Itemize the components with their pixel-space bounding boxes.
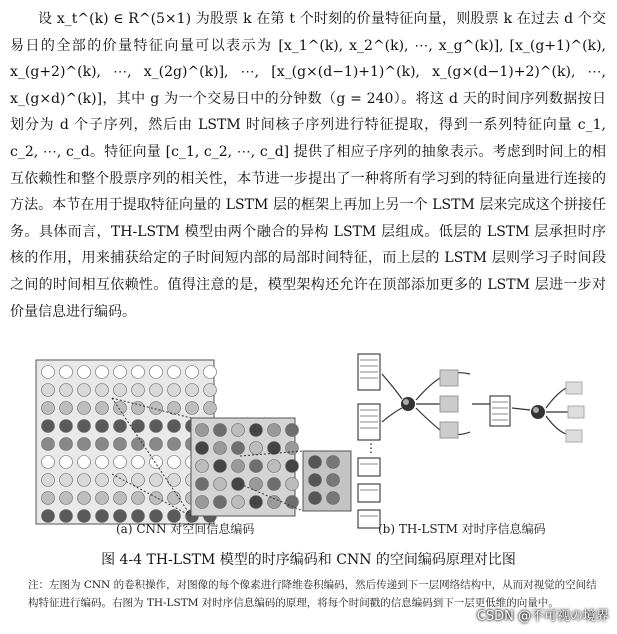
grid-cell [132, 366, 145, 379]
grid-cell [132, 492, 145, 505]
grid-cell [60, 366, 73, 379]
grid-cell [286, 478, 299, 491]
lstm-output-states [566, 382, 584, 442]
grid-cell [268, 478, 281, 491]
grid-cell [132, 474, 145, 487]
grid-cell [286, 442, 299, 455]
lstm-ellipsis: ⋮ [365, 441, 377, 455]
grid-cell [60, 510, 73, 523]
grid-cell [150, 438, 163, 451]
grid-cell [78, 456, 91, 469]
grid-cell [150, 474, 163, 487]
grid-cell [78, 366, 91, 379]
grid-cell [60, 438, 73, 451]
grid-cell [286, 424, 299, 437]
body-paragraph: 设 x_t^(k) ∈ R^(5×1) 为股票 k 在第 t 个时刻的价量特征向量，则股票 k 在过去 d 个交易日的全部的价量特征向量可以表示为 [x_1^(k), x_2^(k), ⋯, x_g^(k)], [x_(g+1)^(k), x_(g+2)^(k), ⋯, x_(2g)^(k)], ⋯, [x_(g×(d−1)+1)^(k), x_(g×(d−1)+2)^(k), ⋯, x_(g×d)^(k)]，其中 g 为一个交易日中的分钟数（g = 240）。将这 d 天的时间序列数据按日划分为 d 个子序列，然后由 LSTM 时间核子序列进行特征提取，得到一系列特征向量 c_1, c_2, ⋯, c_d。特征向量 [c_1, c_2, ⋯, c_d] 提供了相应子序列的抽象表示。考虑到时间上的相互依赖性和整个股票序列的相关性，本节进一步提出了一种将所有学习到的特征向量进行连接的方法。本节在用于提取特征向量的 LSTM 层的框架上再加上另一个 LSTM 层来完成这个拼接任务。具体而言，TH-LSTM 模型由两个融合的异构 LSTM 层组成。低层的 LSTM 层承担时序核的作用，用来捕获给定的子时间短内部的局部时间特征，而上层的 LSTM 层则学习子时间段之间的时间相互依赖性。值得注意的是，模型架构还允许在顶部添加更多的 LSTM 层进一步对价量信息进行编码。 [10, 11, 606, 320]
grid-cell [132, 420, 145, 433]
grid-cell [268, 496, 281, 509]
grid-cell [42, 420, 55, 433]
grid-cell [327, 456, 340, 469]
grid-cell [196, 460, 209, 473]
subfig-a-label: (a) CNN 对空间信息编码 [116, 522, 255, 536]
grid-cell [268, 424, 281, 437]
grid-cell [168, 366, 181, 379]
grid-cell [168, 402, 181, 415]
grid-cell [132, 402, 145, 415]
grid-cell [114, 438, 127, 451]
grid-cell [150, 366, 163, 379]
grid-cell [78, 402, 91, 415]
grid-cell [60, 474, 73, 487]
lstm-hidden-states [440, 370, 458, 438]
grid-cell [96, 492, 109, 505]
grid-cell [150, 456, 163, 469]
grid-cell [96, 366, 109, 379]
grid-cell [214, 424, 227, 437]
grid-cell [204, 402, 217, 415]
grid-cell [42, 438, 55, 451]
grid-cell [250, 442, 263, 455]
subfig-b-label: (b) TH-LSTM 对时序信息编码 [378, 522, 546, 536]
grid-cell [309, 456, 322, 469]
grid-cell [96, 384, 109, 397]
grid-cell [214, 460, 227, 473]
grid-cell [204, 384, 217, 397]
grid-cell [168, 456, 181, 469]
grid-cell [168, 474, 181, 487]
grid-cell [96, 402, 109, 415]
grid-cell [132, 438, 145, 451]
grid-cell [150, 384, 163, 397]
grid-cell [250, 460, 263, 473]
grid-cell [42, 384, 55, 397]
lstm-node-1 [401, 397, 415, 411]
grid-cell [214, 478, 227, 491]
grid-cell [60, 402, 73, 415]
grid-cell [214, 442, 227, 455]
grid-cell [42, 492, 55, 505]
grid-cell [250, 424, 263, 437]
grid-cell [78, 384, 91, 397]
grid-cell [42, 402, 55, 415]
figure-caption: 图 4-4 TH-LSTM 模型的时序编码和 CNN 的空间编码原理对比图 [101, 552, 516, 568]
grid-cell [78, 438, 91, 451]
grid-cell [309, 474, 322, 487]
cnn-output-map [303, 451, 351, 511]
grid-cell [42, 366, 55, 379]
grid-cell [114, 420, 127, 433]
grid-cell [114, 456, 127, 469]
grid-cell [168, 438, 181, 451]
grid-cell [78, 474, 91, 487]
csdn-watermark: CSDN @不可视の境界 [476, 609, 609, 624]
grid-cell [268, 460, 281, 473]
grid-cell [42, 474, 55, 487]
grid-cell [232, 442, 245, 455]
grid-cell [96, 456, 109, 469]
grid-cell [186, 366, 199, 379]
grid-cell [186, 384, 199, 397]
grid-cell [114, 474, 127, 487]
grid-cell [60, 384, 73, 397]
lstm-arrows-1 [382, 373, 490, 435]
grid-cell [268, 442, 281, 455]
grid-cell [327, 492, 340, 505]
grid-cell [78, 420, 91, 433]
grid-cell [96, 438, 109, 451]
grid-cell [96, 420, 109, 433]
grid-cell [96, 510, 109, 523]
grid-cell [96, 474, 109, 487]
grid-cell [42, 456, 55, 469]
grid-cell [60, 420, 73, 433]
figure-4-4 [0, 344, 617, 544]
lstm-input-sequence [358, 354, 380, 528]
grid-cell [232, 424, 245, 437]
grid-cell [196, 496, 209, 509]
grid-cell [204, 366, 217, 379]
grid-cell [150, 492, 163, 505]
grid-cell [232, 460, 245, 473]
grid-cell [327, 474, 340, 487]
grid-cell [286, 460, 299, 473]
grid-cell [42, 510, 55, 523]
grid-cell [114, 384, 127, 397]
grid-cell [168, 384, 181, 397]
grid-cell [114, 366, 127, 379]
grid-cell [60, 456, 73, 469]
figure-note: 注：左图为 CNN 的卷积操作，对图像的每个像素进行降维卷积编码，然后传递到下一层网络结构中，从而对视觉的空间结构特征进行编码。右图为 TH-LSTM 对时序信息编码的原理，将每个时间戳的信息编码到下一层更低维的向量中。 [28, 579, 597, 609]
grid-cell [196, 424, 209, 437]
grid-cell [78, 510, 91, 523]
grid-cell [114, 492, 127, 505]
grid-cell [250, 496, 263, 509]
grid-cell [78, 492, 91, 505]
grid-cell [232, 496, 245, 509]
grid-cell [309, 492, 322, 505]
grid-cell [214, 496, 227, 509]
grid-cell [168, 420, 181, 433]
grid-cell [232, 478, 245, 491]
grid-cell [186, 402, 199, 415]
grid-cell [150, 420, 163, 433]
grid-cell [132, 384, 145, 397]
grid-cell [114, 402, 127, 415]
grid-cell [196, 478, 209, 491]
grid-cell [132, 456, 145, 469]
cnn-input-grid [36, 360, 217, 524]
cnn-feature-map [191, 418, 299, 516]
lstm-middle-layer [490, 396, 510, 426]
grid-cell [196, 442, 209, 455]
lstm-node-2 [531, 405, 545, 419]
grid-cell [60, 492, 73, 505]
